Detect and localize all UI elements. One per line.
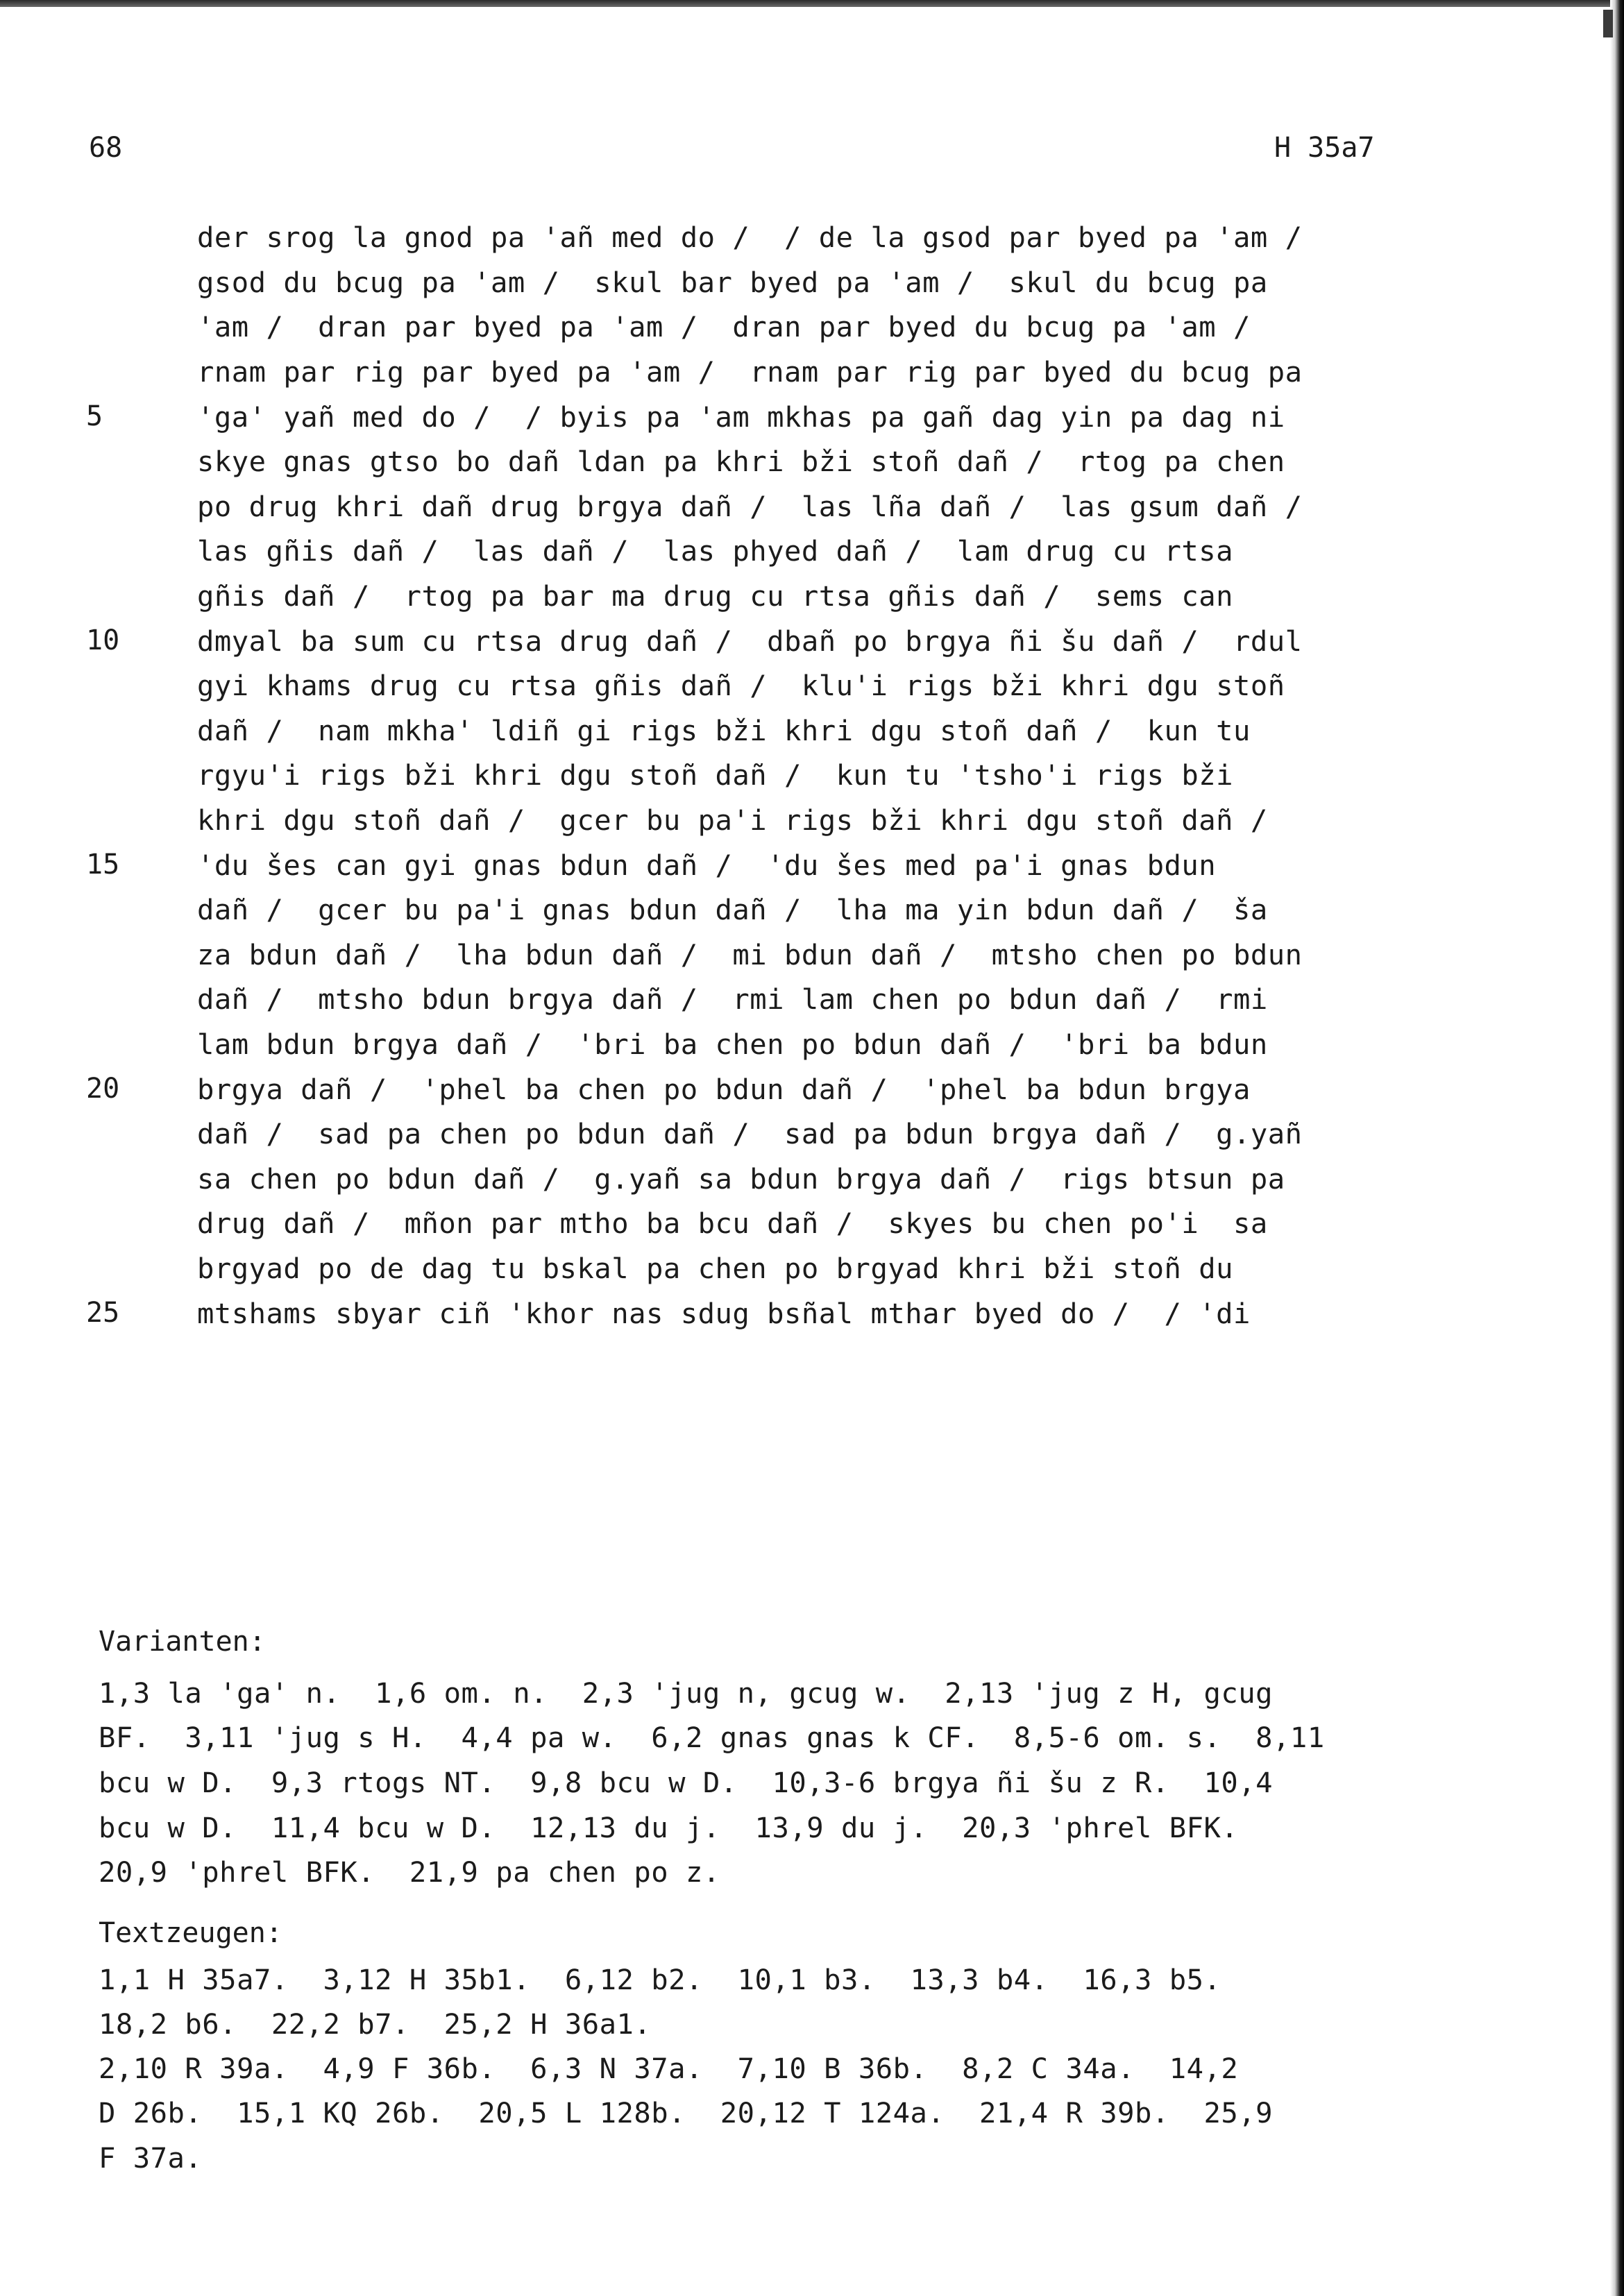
witness-line: 2,10 R 39a. 4,9 F 36b. 6,3 N 37a. 7,10 B 36b. 8,2 C 34a. 14,2 xyxy=(99,2052,1239,2085)
line-number: 15 xyxy=(86,849,120,881)
witness-line: D 26b. 15,1 KQ 26b. 20,5 L 128b. 20,12 T 124a. 21,4 R 39b. 25,9 xyxy=(99,2096,1274,2129)
text-line: khri dgu stoñ dañ / gcer bu pa'i rigs bži khri dgu stoñ dañ / xyxy=(197,803,1268,837)
text-line: lam bdun brgya dañ / 'bri ba chen po bdun dañ / 'bri ba bdun xyxy=(197,1028,1268,1061)
text-line: dañ / mtsho bdun brgya dañ / rmi lam chen po bdun dañ / rmi xyxy=(197,983,1268,1016)
witnesses-heading: Textzeugen: xyxy=(99,1917,282,1949)
text-line: rnam par rig par byed pa 'am / rnam par rig par byed du bcug pa xyxy=(197,355,1303,389)
text-line: 'am / dran par byed pa 'am / dran par byed du bcug pa 'am / xyxy=(197,310,1251,343)
variant-line: bcu w D. 9,3 rtogs NT. 9,8 bcu w D. 10,3-6 brgya ñi šu z R. 10,4 xyxy=(99,1766,1274,1799)
witness-line: 1,1 H 35a7. 3,12 H 35b1. 6,12 b2. 10,1 b3. 13,3 b4. 16,3 b5. xyxy=(99,1963,1221,1996)
text-line: 'ga' yañ med do / / byis pa 'am mkhas pa gañ dag yin pa dag ni xyxy=(197,400,1285,434)
text-line: rgyu'i rigs bži khri dgu stoñ dañ / kun tu 'tsho'i rigs bži xyxy=(197,758,1233,792)
text-line: brgyad po de dag tu bskal pa chen po brgyad khri bži stoñ du xyxy=(197,1252,1233,1285)
text-line: po drug khri dañ drug brgya dañ / las lña dañ / las gsum dañ / xyxy=(197,490,1303,523)
text-line: gsod du bcug pa 'am / skul bar byed pa 'am / skul du bcug pa xyxy=(197,266,1268,299)
witness-line: F 37a. xyxy=(99,2141,203,2175)
variants-heading: Varianten: xyxy=(99,1626,266,1658)
variant-line: 1,3 la 'ga' n. 1,6 om. n. 2,3 'jug n, gcug w. 2,13 'jug z H, gcug xyxy=(99,1676,1274,1710)
text-line: gñis dañ / rtog pa bar ma drug cu rtsa gñis dañ / sems can xyxy=(197,579,1233,613)
text-line: 'du šes can gyi gnas bdun dañ / 'du šes med pa'i gnas bdun xyxy=(197,849,1217,882)
text-line: skye gnas gtso bo dañ ldan pa khri bži stoñ dañ / rtog pa chen xyxy=(197,445,1285,478)
variant-line: 20,9 'phrel BFK. 21,9 pa chen po z. xyxy=(99,1855,720,1889)
text-line: za bdun dañ / lha bdun dañ / mi bdun dañ / mtsho chen po bdun xyxy=(197,938,1303,971)
scan-right-edge xyxy=(1610,0,1624,2296)
scan-top-edge xyxy=(0,0,1624,7)
variant-line: BF. 3,11 'jug s H. 4,4 pa w. 6,2 gnas gnas k CF. 8,5-6 om. s. 8,11 xyxy=(99,1721,1325,1754)
text-line: sa chen po bdun dañ / g.yañ sa bdun brgya dañ / rigs btsun pa xyxy=(197,1162,1285,1196)
line-number: 25 xyxy=(86,1297,120,1329)
text-line: las gñis dañ / las dañ / las phyed dañ / lam drug cu rtsa xyxy=(197,534,1233,568)
text-line: dañ / sad pa chen po bdun dañ / sad pa bdun brgya dañ / g.yañ xyxy=(197,1117,1303,1150)
line-number: 5 xyxy=(86,400,103,432)
text-line: drug dañ / mñon par mtho ba bcu dañ / skyes bu chen po'i sa xyxy=(197,1207,1268,1240)
line-number: 20 xyxy=(86,1073,120,1105)
text-line: brgya dañ / 'phel ba chen po bdun dañ / 'phel ba bdun brgya xyxy=(197,1073,1251,1106)
text-line: dañ / nam mkha' ldiñ gi rigs bži khri dgu stoñ dañ / kun tu xyxy=(197,714,1251,747)
text-line: mtshams sbyar ciñ 'khor nas sdug bsñal mthar byed do / / 'di xyxy=(197,1297,1251,1330)
line-number: 10 xyxy=(86,624,120,656)
text-line: dmyal ba sum cu rtsa drug dañ / dbañ po brgya ñi šu dañ / rdul xyxy=(197,624,1303,658)
witness-line: 18,2 b6. 22,2 b7. 25,2 H 36a1. xyxy=(99,2007,652,2041)
header-reference: H 35a7 xyxy=(1274,132,1375,164)
variant-line: bcu w D. 11,4 bcu w D. 12,13 du j. 13,9 du j. 20,3 'phrel BFK. xyxy=(99,1811,1239,1844)
text-line: gyi khams drug cu rtsa gñis dañ / klu'i rigs bži khri dgu stoñ xyxy=(197,669,1285,702)
page-number: 68 xyxy=(89,132,123,164)
text-line: der srog la gnod pa 'añ med do / / de la gsod par byed pa 'am / xyxy=(197,221,1303,254)
text-line: dañ / gcer bu pa'i gnas bdun dañ / lha ma yin bdun dañ / ša xyxy=(197,893,1268,926)
